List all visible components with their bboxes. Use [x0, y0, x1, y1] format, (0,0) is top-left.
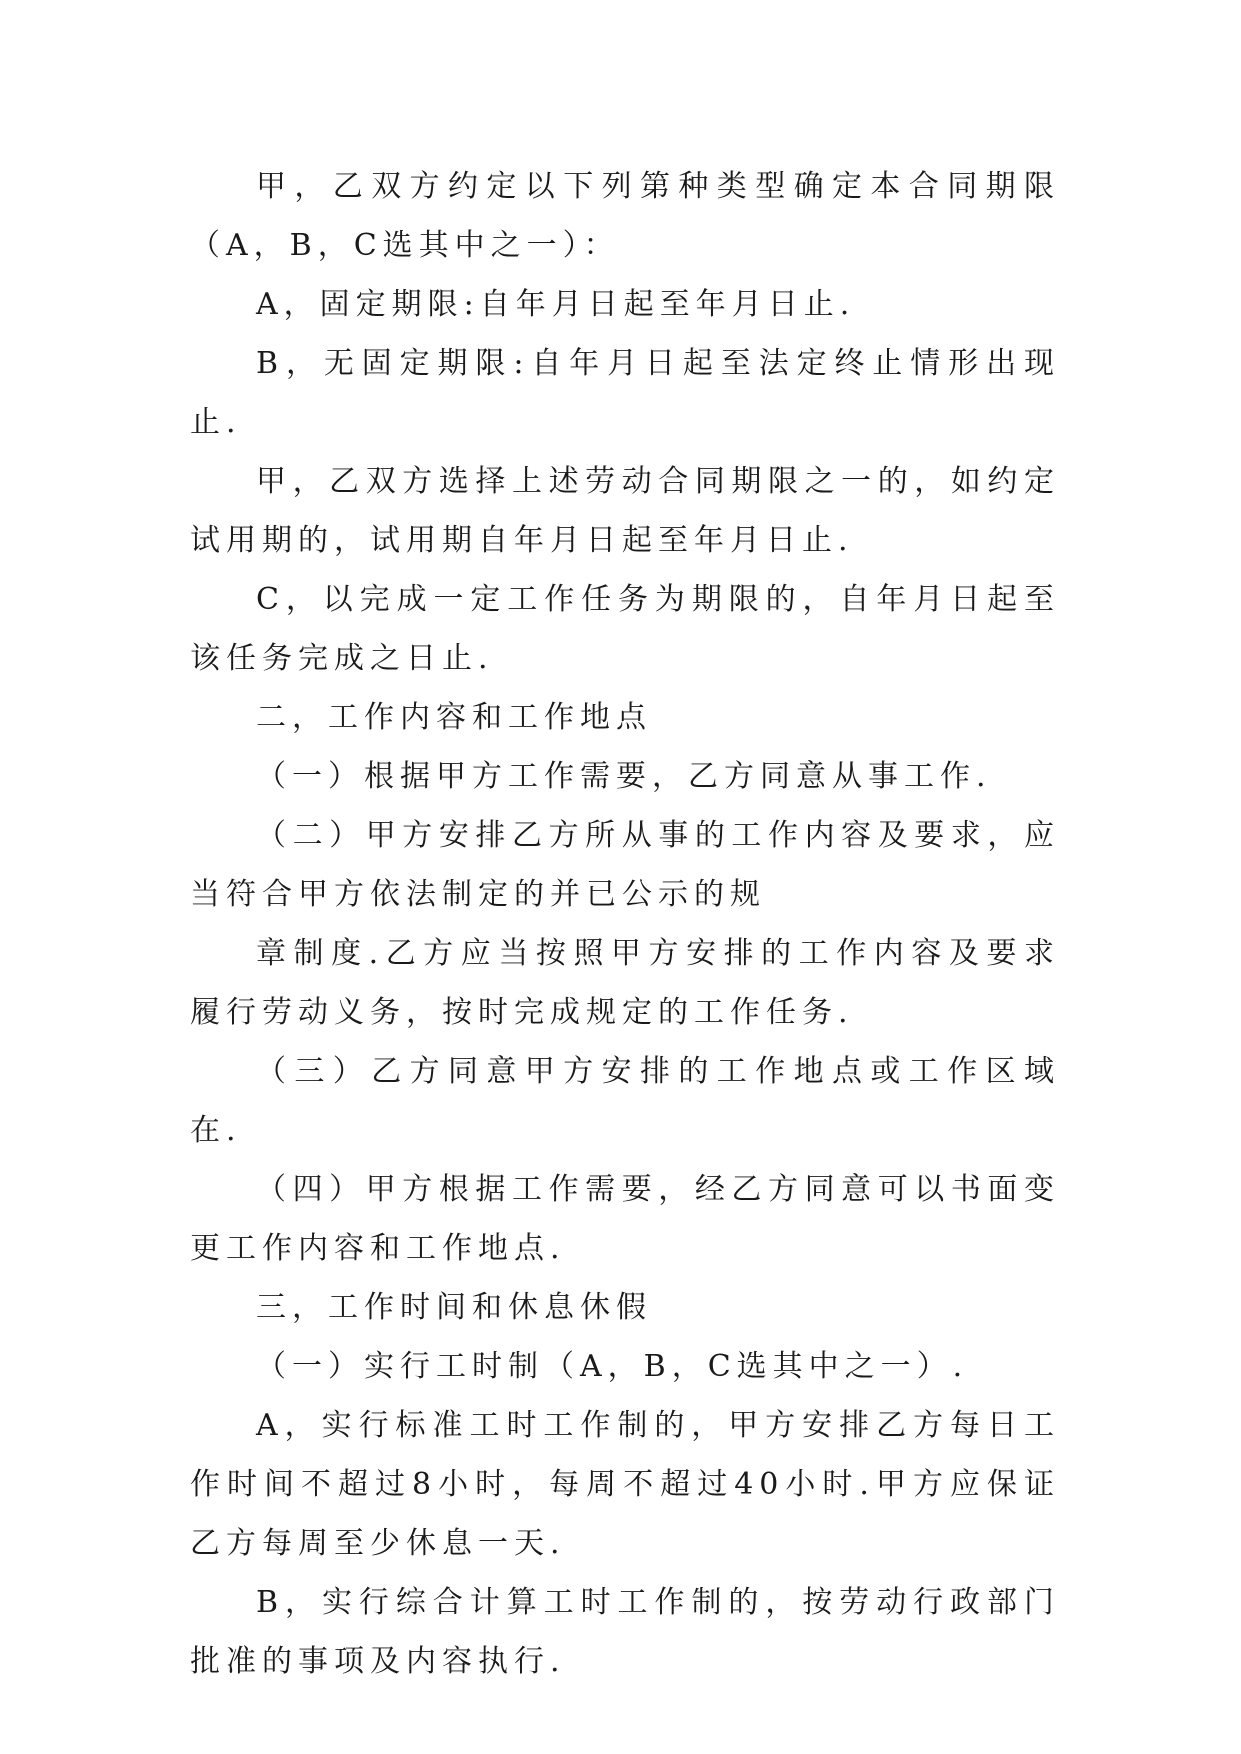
comprehensive-hours-clause: B，实行综合计算工时工作制的，按劳动行政部门批准的事项及内容执行.	[190, 1585, 1060, 1679]
section-2-item-2: （二）甲方安排乙方所从事的工作内容及要求，应当符合甲方依法制定的并已公示的规	[190, 818, 1060, 912]
section-3-item-1: （一）实行工时制（A，B，C选其中之一）.	[256, 1349, 969, 1384]
document-body	[190, 157, 1060, 1691]
section-2-item-1: （一）根据甲方工作需要，乙方同意从事工作.	[256, 759, 992, 794]
standard-hours-clause: A，实行标准工时工作制的，甲方安排乙方每日工作时间不超过8小时，每周不超过40小时.甲方应保证乙方每周至少休息一天.	[190, 1408, 1060, 1561]
option-c-task-term: C，以完成一定工作任务为期限的，自年月日起至该任务完成之日止.	[190, 582, 1060, 676]
section-2-heading: 二，工作内容和工作地点	[256, 700, 652, 735]
probation-clause: 甲，乙双方选择上述劳动合同期限之一的，如约定试用期的，试用期自年月日起至年月日止.	[190, 464, 1060, 558]
option-b-open-term: B，无固定期限:自年月日起至法定终止情形出现止.	[190, 346, 1060, 440]
option-a-fixed-term: A，固定期限:自年月日起至年月日止.	[256, 287, 856, 322]
section-2-item-3: （三）乙方同意甲方安排的工作地点或工作区域在.	[190, 1054, 1060, 1148]
section-3-heading: 三，工作时间和休息休假	[256, 1290, 652, 1325]
contract-term-intro: 甲，乙双方约定以下列第种类型确定本合同期限（A，B，C选其中之一）：	[190, 169, 1060, 263]
section-2-item-2-continued: 章制度.乙方应当按照甲方安排的工作内容及要求履行劳动义务，按时完成规定的工作任务.	[190, 936, 1060, 1030]
section-2-item-4: （四）甲方根据工作需要，经乙方同意可以书面变更工作内容和工作地点.	[190, 1172, 1060, 1266]
